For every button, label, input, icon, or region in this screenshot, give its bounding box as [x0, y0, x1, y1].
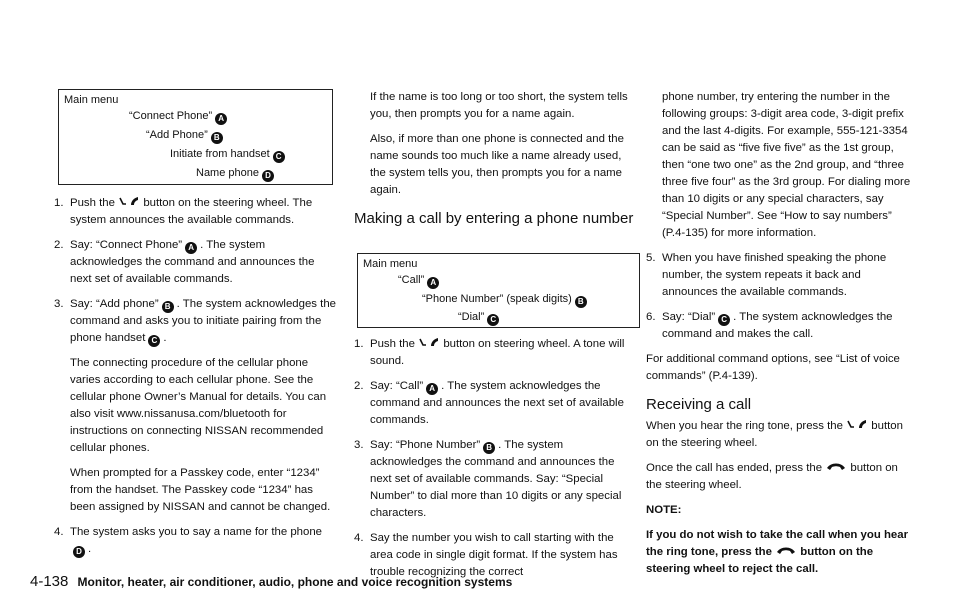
figure-item: Name phone D [196, 165, 274, 182]
callout-d-icon: D [73, 546, 85, 558]
phone-talk-icon [118, 195, 140, 207]
step-5: 5. When you have finished speaking the phone number, the system repeats it back and announces the available commands. [646, 252, 887, 298]
instructions-col3 [646, 89, 916, 578]
figure-main-menu-pairing [58, 89, 333, 185]
callout-b-icon: B [575, 296, 587, 308]
callout-a-icon: A [426, 383, 438, 395]
figure-item: “Dial” C [458, 309, 499, 326]
callout-c-icon: C [273, 151, 285, 163]
step-2: 2. Say: “Call” A . The system acknowledges the command and announces the next set of available commands. [354, 380, 624, 426]
footer-title: Monitor, heater, air conditioner, audio, phone and voice recognition systems [77, 575, 513, 589]
callout-a-icon: A [215, 113, 227, 125]
step-6: 6. Say: “Dial” C . The system acknowledges the command and makes the call. [646, 311, 893, 340]
figure-item: “Call” A [398, 272, 439, 289]
section-heading: Receiving a call [646, 396, 752, 413]
note-text: If you do not wish to take the call when you hear the ring tone, press the button on the steering wheel to reject the call. [646, 529, 909, 575]
phone-talk-icon [418, 336, 440, 348]
step-3: 3. Say: “Phone Number” B . The system acknowledges the command and announces the next set of available commands. Say: “Special Number” to dial more than 10 digits or any special characters. [354, 439, 622, 519]
step-1: 1. Push the button on the steering wheel. The system announces the available commands. [54, 197, 313, 226]
paragraph: When prompted for a Passkey code, enter “1234” from the handset. The Passkey code “1234” has been assigned by NISSAN and cannot be changed. [70, 467, 331, 513]
callout-b-icon: B [483, 442, 495, 454]
note-label: NOTE: [646, 504, 682, 516]
figure-title: Main menu [363, 258, 418, 270]
figure-item: “Phone Number” (speak digits) B [422, 291, 587, 308]
instructions-col2-top [354, 89, 638, 228]
paragraph: For additional command options, see “List of voice commands” (P.4-139). [646, 353, 900, 382]
callout-a-icon: A [185, 242, 197, 254]
step-4: 4. The system asks you to say a name for the phoneD . [54, 526, 322, 556]
figure-main-menu-call [357, 253, 640, 328]
page-footer [30, 573, 512, 592]
phone-hangup-icon [775, 545, 797, 555]
paragraph: The connecting procedure of the cellular phone varies according to each cellular phone. See the cellular phone Owner’s Manual for details. You can also visit www.nissanusa.com/bluetooth for instructions on connecting NISSAN recommended cellular phones. [70, 357, 327, 454]
step-2: 2. Say: “Connect Phone” A . The system acknowledges the command and announces the next set of available commands. [54, 239, 315, 285]
figure-title: Main menu [64, 94, 119, 106]
figure-item: “Add Phone” B [146, 127, 223, 144]
callout-c-icon: C [718, 314, 730, 326]
callout-d-icon: D [262, 170, 274, 182]
section-heading: Making a call by entering a phone number [354, 210, 634, 227]
phone-talk-icon [846, 418, 868, 430]
callout-b-icon: B [162, 301, 174, 313]
figure-item: Initiate from handset C [170, 146, 285, 163]
step-4: 4. Say the number you wish to call starting with the area code in single digit format. If the system has trouble recognizing the correct [354, 532, 618, 578]
step-4-continued: phone number, try entering the number in the following groups: 3-digit area code, 3-digit prefix and the last 4-digits. For example, 555-121-3354 can be said as “five five five” as the 1st group, then “one two one” as the 2nd group, and “three three five four” as the 3rd group. For dialing more than 10 digits or any special characters, say “Special Number”. See “How to say numbers” (P.4-135) for more information. [662, 91, 911, 239]
callout-a-icon: A [427, 277, 439, 289]
paragraph: If the name is too long or too short, the system tells you, then prompts you for a name again. [370, 91, 628, 120]
page-number: 4-138 [30, 573, 69, 590]
paragraph: When you hear the ring tone, press the button on the steering wheel. [646, 420, 903, 449]
callout-c-icon: C [487, 314, 499, 326]
paragraph: Also, if more than one phone is connected and the name sounds too much like a name already used, the system tells you, then prompts you for a name again. [370, 133, 624, 196]
figure-item: “Connect Phone” A [129, 108, 227, 125]
instructions-col1 [54, 195, 336, 558]
callout-b-icon: B [211, 132, 223, 144]
instructions-col2-bottom [354, 336, 638, 581]
callout-c-icon: C [148, 335, 160, 347]
paragraph: Once the call has ended, press the button on the steering wheel. [646, 462, 898, 491]
phone-hangup-icon [825, 461, 847, 471]
step-1: 1. Push the button on steering wheel. A tone will sound. [354, 338, 625, 367]
step-3: 3. Say: “Add phone” B . The system acknowledges the command and asks you to initiate pairing from the phone handset C . [54, 298, 336, 345]
